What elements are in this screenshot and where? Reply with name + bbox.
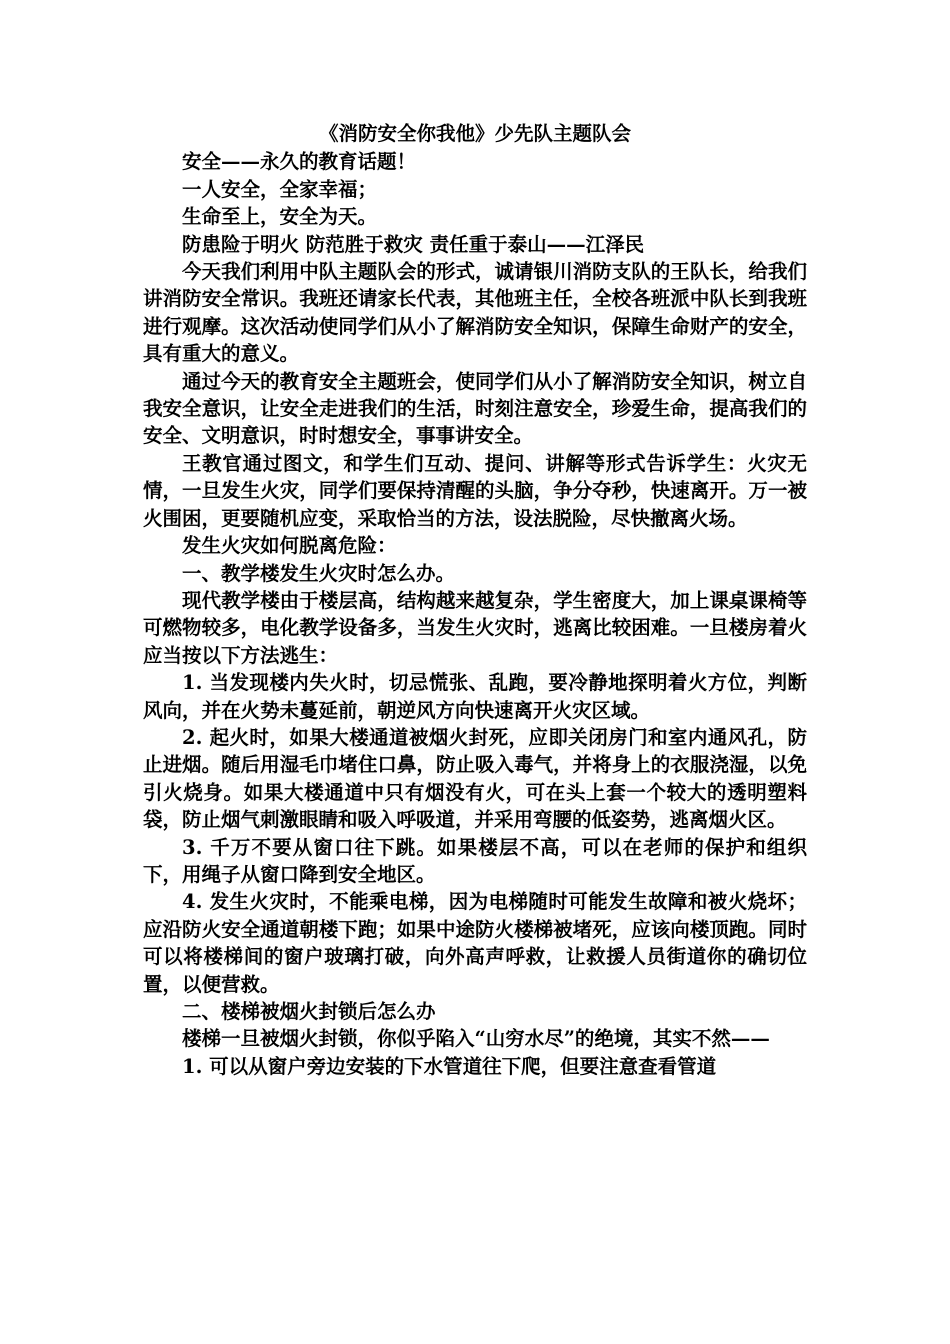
paragraph-instructor: 王教官通过图文，和学生们互动、提问、讲解等形式告诉学生：火灾无情，一旦发生火灾，同学们要保持清醒的头脑，争分夺秒，快速离开。万一被火围困，更要随机应变，采取恰当的方法，设法脱险，尽快撤离火场。 [143, 451, 807, 530]
section-heading-2: 二、楼梯被烟火封锁后怎么办 [182, 1000, 436, 1023]
document-title: 《消防安全你我他》少先队主题队会 [318, 122, 631, 145]
paragraph-slogan-3: 生命至上，安全为天。 [182, 205, 378, 229]
paragraph-slogan-1: 安全——永久的教育话题！ [182, 150, 417, 174]
paragraph-slogan-2: 一人安全，全家幸福； [182, 177, 378, 201]
paragraph-quote: 防患险于明火 防范胜于救灾 责任重于泰山——江泽民 [182, 232, 645, 256]
section-heading-1: 一、教学楼发生火灾时怎么办。 [182, 561, 456, 585]
list-item-2: 2. 起火时，如果大楼通道被烟火封死，应即关闭房门和室内通风孔，防止进烟。随后用湿毛巾堵住口鼻，防止吸入毒气，并将身上的衣服浇湿，以免引火烧身。如果大楼通道中只有烟没有火，可在头上套一个较大的透明塑料袋，防止烟气刺激眼睛和吸入呼吸道，并采用弯腰的低姿势，逃离烟火区。 [143, 725, 807, 832]
paragraph-intro: 今天我们利用中队主题队会的形式，诚请银川消防支队的王队长，给我们讲消防安全常识。我班还请家长代表，其他班主任，全校各班派中队长到我班进行观摩。这次活动使同学们从小了解消防安全知识，保障生命财产的安全，具有重大的意义。 [143, 260, 807, 366]
paragraph-escape-heading: 发生火灾如何脱离危险： [182, 534, 397, 558]
list-item-5: 1. 可以从窗户旁边安装的下水管道往下爬，但要注意查看管道 [182, 1054, 717, 1078]
list-item-1: 1. 当发现楼内失火时，切忌慌张、乱跑，要冷静地探明着火方位，判断风向，并在火势未蔓延前，朝逆风方向快速离开火灾区域。 [143, 671, 807, 722]
document-page [143, 120, 807, 1080]
paragraph-building: 现代教学楼由于楼层高，结构越来越复杂，学生密度大，加上课桌课椅等可燃物较多，电化教学设备多，当发生火灾时，逃离比较困难。一旦楼房着火应当按以下方法逃生： [143, 588, 807, 667]
list-item-4: 4. 发生火灾时，不能乘电梯，因为电梯随时可能发生故障和被火烧坏；应沿防火安全通道朝楼下跑；如果中途防火楼梯被堵死，应该向楼顶跑。同时可以将楼梯间的窗户玻璃打破，向外高声呼救，让救援人员街道你的确切位置，以便营救。 [143, 890, 807, 996]
paragraph-purpose: 通过今天的教育安全主题班会，使同学们从小了解消防安全知识，树立自我安全意识，让安全走进我们的生活，时刻注意安全，珍爱生命，提高我们的安全、文明意识，时时想安全，事事讲安全。 [143, 369, 807, 448]
list-item-3: 3. 千万不要从窗口往下跳。如果楼层不高，可以在老师的保护和组织下，用绳子从窗口降到安全地区。 [143, 835, 807, 886]
paragraph-stairs: 楼梯一旦被烟火封锁，你似乎陷入“山穷水尽”的绝境，其实不然—— [182, 1027, 770, 1051]
